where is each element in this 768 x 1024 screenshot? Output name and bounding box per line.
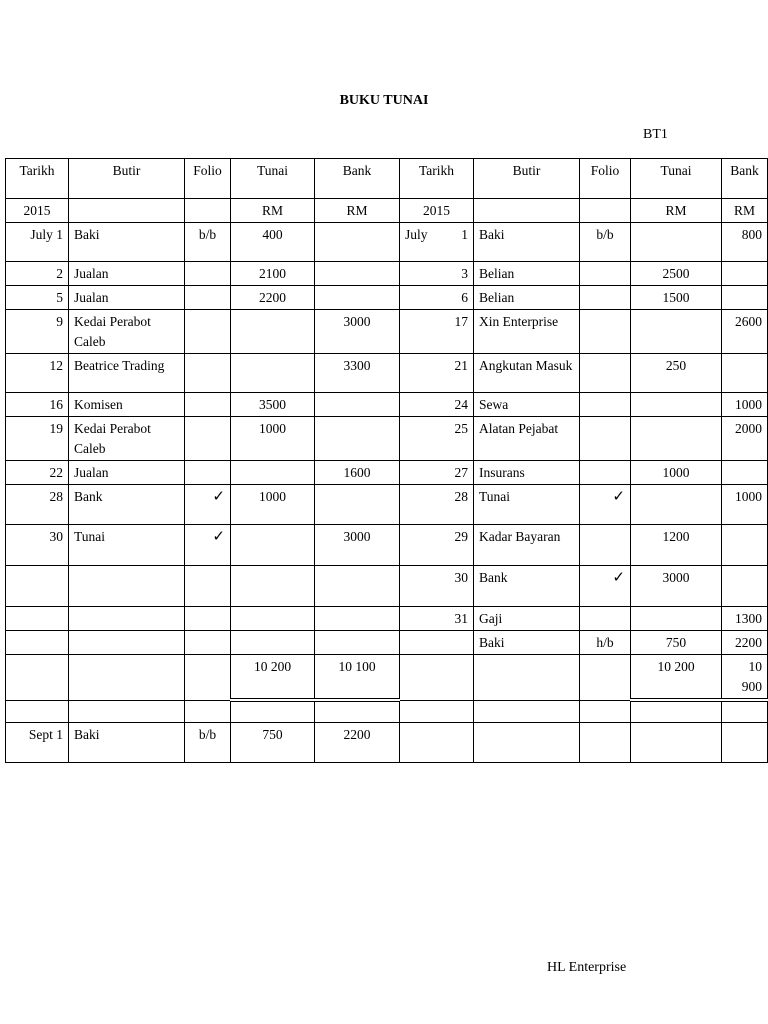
left-tunai: 2200 <box>231 286 315 310</box>
left-date <box>6 607 69 631</box>
spacer-cell <box>185 700 231 722</box>
right-butir: Insurans <box>474 461 580 485</box>
left-butir: Baki <box>69 223 185 262</box>
right-butir: Belian <box>474 286 580 310</box>
cash-book-body <box>6 159 768 763</box>
right-header-bank: Bank <box>722 159 768 199</box>
left-tunai <box>231 631 315 655</box>
left-tunai: 2100 <box>231 262 315 286</box>
left-units-butir <box>69 199 185 223</box>
left-date <box>6 631 69 655</box>
left-tunai <box>231 566 315 607</box>
right-date <box>400 393 474 417</box>
right-total-tunai: 10 200 <box>631 655 722 701</box>
right-date-day: 24 <box>454 397 468 412</box>
right-unit-bank: RM <box>722 199 768 223</box>
right-date-day: 6 <box>461 290 468 305</box>
right-total-bank: 10 900 <box>722 655 768 701</box>
right-date-day: 30 <box>454 570 468 585</box>
right-butir: Kadar Bayaran <box>474 525 580 566</box>
left-folio: ✓ <box>185 525 231 566</box>
right-bank <box>722 525 768 566</box>
cash-book-table <box>5 158 768 763</box>
right-bank: 1000 <box>722 485 768 525</box>
company-name: HL Enterprise <box>547 960 627 975</box>
right-date <box>400 223 474 262</box>
left-header-folio: Folio <box>185 159 231 199</box>
left-total-bank: 10 100 <box>315 655 400 701</box>
right-bank: 800 <box>722 223 768 262</box>
right-bank: 1300 <box>722 607 768 631</box>
spacer-cell <box>315 700 400 722</box>
left-date: 16 <box>6 393 69 417</box>
right-totals-date <box>400 655 474 701</box>
left-unit-bank: RM <box>315 199 400 223</box>
left-folio <box>185 286 231 310</box>
right-folio: ✓ <box>580 566 631 607</box>
right-units-butir <box>474 199 580 223</box>
left-bank: 3000 <box>315 525 400 566</box>
right-date <box>400 566 474 607</box>
left-totals-butir <box>69 655 185 701</box>
right-tunai: 1200 <box>631 525 722 566</box>
right-butir: Angkutan Masuk <box>474 354 580 393</box>
left-date: July 1 <box>6 223 69 262</box>
right-folio: b/b <box>580 223 631 262</box>
spacer-cell <box>722 700 768 722</box>
left-folio: b/b <box>185 223 231 262</box>
right-date <box>400 631 474 655</box>
left-bank <box>315 485 400 525</box>
carried-empty-cell <box>400 722 474 762</box>
carried-date: Sept 1 <box>6 722 69 762</box>
right-folio <box>580 310 631 354</box>
left-butir: Kedai Perabot Caleb <box>69 310 185 354</box>
right-date <box>400 262 474 286</box>
right-date <box>400 525 474 566</box>
right-date-day: 31 <box>454 611 468 626</box>
left-bank <box>315 417 400 461</box>
units-row <box>6 199 768 223</box>
entry-row <box>6 607 768 631</box>
right-butir: Belian <box>474 262 580 286</box>
right-totals-folio <box>580 655 631 701</box>
entry-row <box>6 262 768 286</box>
left-bank <box>315 393 400 417</box>
right-header-tarikh: Tarikh <box>400 159 474 199</box>
entry-row <box>6 485 768 525</box>
right-bank: 1000 <box>722 393 768 417</box>
left-butir: Kedai Perabot Caleb <box>69 417 185 461</box>
right-date <box>400 286 474 310</box>
right-folio <box>580 354 631 393</box>
right-year: 2015 <box>400 199 474 223</box>
entry-row <box>6 223 768 262</box>
carried-empty-cell <box>474 722 580 762</box>
left-tunai: 1000 <box>231 417 315 461</box>
spacer-cell <box>6 700 69 722</box>
left-folio <box>185 461 231 485</box>
left-bank: 3000 <box>315 310 400 354</box>
carried-bank: 2200 <box>315 722 400 762</box>
right-butir: Baki <box>474 223 580 262</box>
left-folio <box>185 631 231 655</box>
right-bank <box>722 286 768 310</box>
right-date-day: 21 <box>454 358 468 373</box>
right-folio <box>580 286 631 310</box>
right-tunai <box>631 417 722 461</box>
spacer-cell <box>474 700 580 722</box>
right-folio <box>580 607 631 631</box>
right-folio: h/b <box>580 631 631 655</box>
left-bank <box>315 262 400 286</box>
left-folio <box>185 262 231 286</box>
left-header-bank: Bank <box>315 159 400 199</box>
carried-forward-row <box>6 722 768 762</box>
carried-empty-cell <box>722 722 768 762</box>
left-bank <box>315 286 400 310</box>
right-date-day: 27 <box>454 465 468 480</box>
right-tunai <box>631 485 722 525</box>
right-bank <box>722 566 768 607</box>
right-butir: Sewa <box>474 393 580 417</box>
left-bank: 1600 <box>315 461 400 485</box>
left-folio <box>185 310 231 354</box>
left-totals-date <box>6 655 69 701</box>
right-butir: Bank <box>474 566 580 607</box>
right-tunai: 1000 <box>631 461 722 485</box>
right-folio <box>580 461 631 485</box>
left-total-tunai: 10 200 <box>231 655 315 701</box>
left-bank <box>315 223 400 262</box>
left-tunai: 400 <box>231 223 315 262</box>
entry-row <box>6 566 768 607</box>
right-butir: Alatan Pejabat <box>474 417 580 461</box>
right-tunai: 750 <box>631 631 722 655</box>
left-tunai: 1000 <box>231 485 315 525</box>
document-title: BUKU TUNAI <box>339 93 429 108</box>
left-folio <box>185 566 231 607</box>
left-date: 30 <box>6 525 69 566</box>
right-bank <box>722 262 768 286</box>
left-units-folio <box>185 199 231 223</box>
right-header-folio: Folio <box>580 159 631 199</box>
right-tunai <box>631 310 722 354</box>
left-butir: Tunai <box>69 525 185 566</box>
right-date <box>400 417 474 461</box>
right-date <box>400 354 474 393</box>
left-folio <box>185 393 231 417</box>
totals-row <box>6 655 768 701</box>
carried-butir: Baki <box>69 722 185 762</box>
left-butir: Jualan <box>69 461 185 485</box>
left-folio: ✓ <box>185 485 231 525</box>
spacer-cell <box>400 700 474 722</box>
right-bank: 2200 <box>722 631 768 655</box>
header-row <box>6 159 768 199</box>
right-tunai <box>631 393 722 417</box>
right-bank: 2600 <box>722 310 768 354</box>
right-unit-tunai: RM <box>631 199 722 223</box>
right-folio <box>580 417 631 461</box>
right-date-day: 29 <box>454 529 468 544</box>
left-bank: 3300 <box>315 354 400 393</box>
right-tunai <box>631 223 722 262</box>
right-tunai: 2500 <box>631 262 722 286</box>
entry-row <box>6 461 768 485</box>
left-tunai <box>231 310 315 354</box>
left-date: 19 <box>6 417 69 461</box>
right-date-day: 17 <box>454 314 468 329</box>
left-header-butir: Butir <box>69 159 185 199</box>
left-butir: Komisen <box>69 393 185 417</box>
left-date: 12 <box>6 354 69 393</box>
left-header-tunai: Tunai <box>231 159 315 199</box>
right-butir: Xin Enterprise <box>474 310 580 354</box>
left-tunai: 3500 <box>231 393 315 417</box>
spacer-cell <box>580 700 631 722</box>
right-date-day: 1 <box>461 227 468 242</box>
right-date <box>400 485 474 525</box>
carried-empty-cell <box>631 722 722 762</box>
left-date <box>6 566 69 607</box>
left-date: 22 <box>6 461 69 485</box>
left-date: 2 <box>6 262 69 286</box>
right-folio <box>580 262 631 286</box>
right-header-tunai: Tunai <box>631 159 722 199</box>
left-tunai <box>231 525 315 566</box>
entry-row <box>6 286 768 310</box>
left-bank <box>315 566 400 607</box>
left-butir <box>69 566 185 607</box>
right-date-day: 25 <box>454 421 468 436</box>
right-date-day: 3 <box>461 266 468 281</box>
entry-row <box>6 310 768 354</box>
spacer-row <box>6 700 768 722</box>
carried-empty-cell <box>580 722 631 762</box>
right-bank: 2000 <box>722 417 768 461</box>
reference-code: BT1 <box>643 127 668 142</box>
right-butir: Gaji <box>474 607 580 631</box>
left-header-tarikh: Tarikh <box>6 159 69 199</box>
entry-row <box>6 393 768 417</box>
spacer-cell <box>631 700 722 722</box>
left-butir: Jualan <box>69 286 185 310</box>
right-butir: Baki <box>474 631 580 655</box>
right-tunai: 250 <box>631 354 722 393</box>
left-butir: Bank <box>69 485 185 525</box>
left-butir <box>69 631 185 655</box>
left-butir <box>69 607 185 631</box>
right-date <box>400 310 474 354</box>
carried-folio: b/b <box>185 722 231 762</box>
left-bank <box>315 607 400 631</box>
right-bank <box>722 354 768 393</box>
left-folio <box>185 417 231 461</box>
entry-row <box>6 631 768 655</box>
right-tunai: 3000 <box>631 566 722 607</box>
entry-row <box>6 525 768 566</box>
right-header-butir: Butir <box>474 159 580 199</box>
right-tunai <box>631 607 722 631</box>
left-unit-tunai: RM <box>231 199 315 223</box>
right-date <box>400 607 474 631</box>
right-folio: ✓ <box>580 485 631 525</box>
right-date-day: 28 <box>454 489 468 504</box>
left-bank <box>315 631 400 655</box>
right-units-folio <box>580 199 631 223</box>
right-bank <box>722 461 768 485</box>
spacer-cell <box>231 700 315 722</box>
left-date: 28 <box>6 485 69 525</box>
left-date: 9 <box>6 310 69 354</box>
right-totals-butir <box>474 655 580 701</box>
carried-tunai: 750 <box>231 722 315 762</box>
right-tunai: 1500 <box>631 286 722 310</box>
right-date <box>400 461 474 485</box>
left-folio <box>185 607 231 631</box>
left-tunai <box>231 354 315 393</box>
spacer-cell <box>69 700 185 722</box>
left-folio <box>185 354 231 393</box>
left-tunai <box>231 607 315 631</box>
entry-row <box>6 417 768 461</box>
left-year: 2015 <box>6 199 69 223</box>
right-butir: Tunai <box>474 485 580 525</box>
left-totals-folio <box>185 655 231 701</box>
entry-row <box>6 354 768 393</box>
right-folio <box>580 525 631 566</box>
right-folio <box>580 393 631 417</box>
left-butir: Jualan <box>69 262 185 286</box>
left-butir: Beatrice Trading <box>69 354 185 393</box>
left-date: 5 <box>6 286 69 310</box>
left-tunai <box>231 461 315 485</box>
right-date-month: July <box>405 227 428 242</box>
